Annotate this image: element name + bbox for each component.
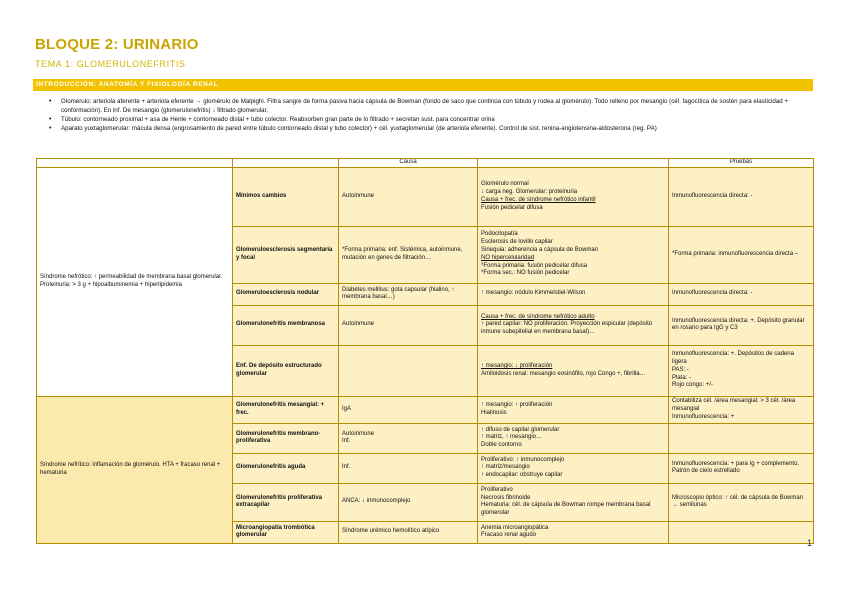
pruebas-cell: [669, 423, 814, 453]
desc-line: Hialinosis: [481, 409, 507, 416]
desc-cell: [478, 423, 669, 453]
desc-line: Fusión pedicelar difusa: [481, 204, 543, 211]
pruebas-cell: *Forma primaria: inmunofluorescencia directa –: [669, 226, 814, 283]
pruebas-cell: Inmunofluorescencia: +. Depósitos de cadena ligera PAS: - Plata: - Rojo congo: +/-: [669, 345, 814, 396]
desc-line: Causa + frec. de síndrome nefrótico infantil: [481, 196, 596, 203]
group-label-nefritico: Síndrome nefrítico: inflamación de glomérulo. HTA + fracaso renal + hematuria: [37, 396, 233, 543]
disease-name: Mínimos cambios: [233, 167, 339, 226]
causa-cell: *Forma primaria: enf. Sistémica, autoinmune, mutación en genes de filtración…: [339, 226, 478, 283]
desc-line: Causa + frec. de síndrome nefrótico adulto: [481, 313, 595, 320]
desc-line: ↑ mesangio: ↑ proliferación: [481, 402, 553, 408]
pruebas-cell: Inmunofluorescencia: + para Ig + complemento. Patrón de cielo estrellado: [669, 453, 814, 483]
disease-name: Glomerulonefritis membrano-proliferativa: [233, 423, 339, 453]
intro-item-glomerulo: • Glomérulo: arteriola aferente + arteriola eferente → glomérulo de Malpighi. Filtra sangre de forma pasiva hacia cápsula de Bowman (fondo de saco que continúa con túbulo y rodea al glomérulo). Todo relleno por mesangio (cél. fagocítica de sostén para elasticidad + conformación). En inf. De mesangio (glomerulonefritis) ↓ filtrado glomerular.: [46, 97, 816, 115]
disease-name: Enf. De depósito estructurado glomerular: [233, 345, 339, 396]
desc-line: NO hipercelularidad: [481, 254, 535, 261]
header-cell: [233, 159, 339, 168]
desc-cell: [478, 167, 669, 226]
disease-name: Glomerulonefritis proliferativa extracapilar: [233, 483, 339, 521]
pruebas-cell: [669, 521, 814, 543]
desc-line: ↑ matriz, ↑ mesangio…: [481, 434, 543, 441]
causa-cell: Inf.: [339, 453, 478, 483]
header-cell-causa: Causa: [339, 159, 478, 168]
table-row: [37, 396, 814, 423]
desc-cell: [478, 305, 669, 345]
desc-line: Esclerosis de lovillo capilar: [481, 239, 553, 246]
desc-cell: [478, 453, 669, 483]
causa-cell: [339, 345, 478, 396]
header-cell: [37, 159, 233, 168]
causa-cell: ANCA: ↓ inmunocomplejo: [339, 483, 478, 521]
desc-line: ↑ endocapilar: obstruye capilar: [481, 472, 563, 479]
disease-name: Glomeruloesclerosis segmentaria y focal: [233, 226, 339, 283]
pruebas-cell: Contabiliza cél. /área mesangial: > 3 cél. /área mesangial Inmunofluorescencia: +: [669, 396, 814, 423]
intro-item-yuxtaglomerular: • Aparato yuxtaglomerular: mácula densa (engrosamiento de pared entre túbulo contorneado distal y tubo colector) + cél. yuxtaglomerular (de arteriola eferente). Control de sist. renina-angiotensina-aldosterona (reg. PA): [46, 124, 816, 133]
pruebas-cell: Inmunofluorescencia directa: +. Depósito granular en rosario para IgG y C3: [669, 305, 814, 345]
desc-line: Proliferativo: ↑ inmunocomplejo: [481, 456, 565, 463]
desc-line: *Forma sec.: NO fusión pedicelar: [481, 270, 570, 277]
disease-name: Glomerulonefritis mesangial: + frec.: [233, 396, 339, 423]
causa-cell: Autoinmune: [339, 167, 478, 226]
desc-line: Doble contorno: [481, 442, 522, 449]
causa-cell: Síndrome urémico hemolítico atípico: [339, 521, 478, 543]
desc-line: Hematuria: cél. de cápsula de Bowman rompe membrana basal glomerular: [481, 502, 651, 517]
desc-line: Necrosis fibrinoide: [481, 494, 531, 501]
disease-name: Glomerulonefritis aguda: [233, 453, 339, 483]
document-subtitle: TEMA 1: GLOMERULONEFRITIS: [35, 59, 186, 69]
desc-line: Amiloidosis renal: mesangio eosinófilo, rojo Congo +, fibrilla…: [481, 370, 646, 377]
causa-cell: IgA: [339, 396, 478, 423]
desc-line: ↑ mesangio: nódulo Kimmelstiel-Wilson: [481, 290, 586, 297]
causa-cell: Autoinmune Inf.: [339, 423, 478, 453]
desc-line: *Forma primaria: fusión pedicelar difusa: [481, 262, 588, 269]
pruebas-cell: Inmunofluorescencia directa: -: [669, 167, 814, 226]
group-label-nefrotico: Síndrome nefrótico: ↑ permeabilidad de membrana basal glomerular. Proteinuria: > 3 g + hipoalbuminemia + hiperlipidemia: [37, 167, 233, 396]
table-row: [37, 167, 814, 226]
desc-line: Proliferativo: [481, 486, 513, 493]
section-banner: INTRODUCCIÓN: ANATOMÍA Y FISIOLOGÍA RENAL: [33, 79, 813, 91]
desc-line: ↑ matriz/mesangio: [481, 464, 530, 471]
intro-item-tubulo: • Túbulo: contorneado proximal + asa de Henle + contorneado distal + tubo colector. Reabsorben gran parte de lo filtrado + secretan sust. para concentrar orina: [46, 115, 816, 124]
desc-cell: [478, 483, 669, 521]
pruebas-cell: Inmunofluorescencia directa: -: [669, 283, 814, 305]
disease-name: Glomerulonefritis membranosa: [233, 305, 339, 345]
desc-line: Anemia microangiopática: [481, 524, 549, 531]
desc-line: Sinequia: adherencia a cápsula de Bowman: [481, 247, 599, 253]
causa-cell: Diabetes mellitus: gota capsular (hialino, ↑ membrana basal…): [339, 283, 478, 305]
desc-line: ↑ difuso de capilar glomerular: [481, 426, 560, 433]
desc-cell: [478, 226, 669, 283]
header-cell-pruebas: Pruebas: [669, 159, 814, 168]
desc-cell: [478, 396, 669, 423]
page-number: 1: [807, 538, 813, 548]
glomerulonefritis-table: [36, 158, 814, 544]
desc-cell: [478, 345, 669, 396]
causa-cell: Autoinmune: [339, 305, 478, 345]
desc-line: Podocitopatía: [481, 231, 518, 238]
desc-line: ↑ mesangio: ↓ proliferación: [481, 363, 553, 369]
desc-line: Glomérulo normal: [481, 181, 529, 188]
table-header-row: [37, 159, 814, 168]
intro-list: [46, 97, 816, 133]
pruebas-cell: Microscopio óptico: ↑ cél. de cápsula de Bowman → semilunas: [669, 483, 814, 521]
desc-cell: [478, 521, 669, 543]
header-cell: [478, 159, 669, 168]
disease-name: Microangiopatía trombótica glomerular: [233, 521, 339, 543]
desc-line: ↓ carga neg. Glomerular: proteinuria: [481, 189, 578, 195]
desc-line: Fracaso renal agudo: [481, 532, 537, 539]
document-title: BLOQUE 2: URINARIO: [35, 36, 199, 53]
disease-name: Glomeruloesclerosis nodular: [233, 283, 339, 305]
desc-cell: [478, 283, 669, 305]
desc-line: ↑ pared capilar: NO proliferación. Proyección espicular (depósito inmune subepitelial en membrana basal)…: [481, 321, 653, 336]
